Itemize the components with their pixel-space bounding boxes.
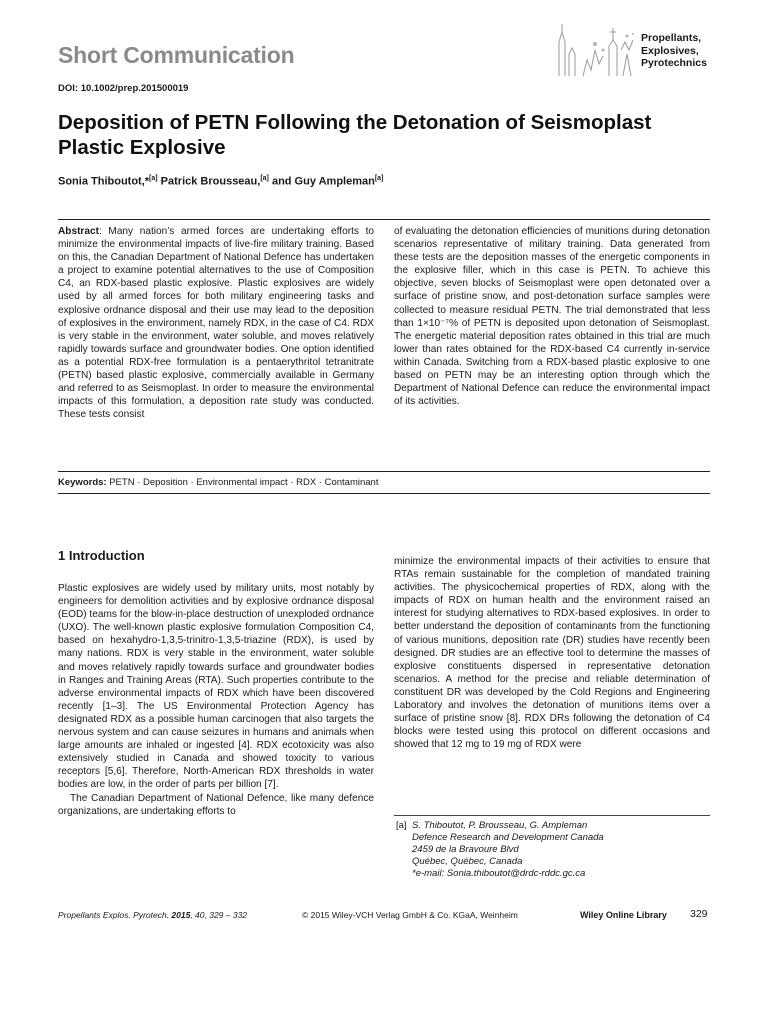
body-paragraph: minimize the environmental impacts of their activities to ensure that RTAs remain sustainable for the completion of mandated training activities. The physicochemical properties of RDX, along with the impacts of RDX on human health and the environment raised an interest for studying alternatives to RDX-based explosives. In order to better understand the deposition of contaminants from the functioning of various munitions, deposition rate (DR) studies have recently been designed. DR studies are an effective tool to determine the masses of explosive constituents dispersed in representative detonation scenarios. A method for the precise and reliable determination of constituent DR was developed by the Cold Regions and Engineering Laboratory and involves the detonation of munitions items over a surface of pristine snow [8]. RDX DRs following the detonation of C4 blocks were tested using this protocol on different occasions and showed that 12 mg to 19 mg of RDX were xyxy=(394,556,710,751)
abstract-text: : Many nation’s armed forces are undertaking efforts to minimize the environmental impacts of live-fire military training. Based on this, the Canadian Department of National Defence has undertaken a project to examine potential alternatives to the use of Composition C4, an RDX-based plastic explosive. Plastic explosives are widely used by all armed forces for both military engineering tasks and explosive ordnance disposal and their use may lead to the deposition of explosives in the environment, namely RDX, in the case of C4. RDX is very stable in the environment, water soluble, and moves relatively rapidly towards surface and groundwater bodies. One option identified as a potential RDX-free formulation is a pentaerythritol tetranitrate (PETN) based plastic explosive, commercially available in Germany and referred to as Seismoplast. In order to measure the environmental impacts of this formulation, a deposition rate study was conducted. These tests consist xyxy=(58,226,374,421)
journal-emblem-icon xyxy=(553,20,637,80)
footer-citation xyxy=(58,910,247,920)
footnote-line: Defence Research and Development Canada xyxy=(412,832,604,843)
footer-journal: Propellants Explos. Pyrotech. xyxy=(58,910,172,920)
journal-name-line: Propellants, xyxy=(641,32,702,44)
journal-logo xyxy=(553,20,713,80)
footer-year: 2015 xyxy=(171,910,191,920)
keywords-bottom-rule xyxy=(58,493,710,494)
wiley-online-library-link[interactable]: Wiley Online Library xyxy=(580,910,667,920)
introduction-right-column xyxy=(394,555,710,751)
journal-name xyxy=(641,32,707,70)
introduction-left-column xyxy=(58,582,374,818)
author-name: Patrick Brousseau, xyxy=(157,175,261,188)
keywords-text: PETN · Deposition · Environmental impact · RDX · Contaminant xyxy=(106,477,379,488)
abstract-right-column xyxy=(394,225,710,408)
section-label: Short Communication xyxy=(58,42,295,68)
affiliation-mark[interactable]: [a] xyxy=(374,175,384,182)
page-number: 329 xyxy=(690,908,708,920)
affiliation-mark[interactable]: [a] xyxy=(149,175,158,182)
abstract-text: of evaluating the detonation efficiencies of munitions during detonation scenarios representative of military training. Data generated from these tests are the deposition masses of the energetic components in the explosive filler, which in this case is PETN. To achieve this objective, seven blocks of Seismoplast were open detonated over a surface of pristine snow, and post-detonation surface samples were collected to measure residual PETN. The trial demonstrated that less than 1×10⁻⁷% of PETN is deposited upon detonation of Seismoplast. The energetic material deposition rates obtained in this trial are much lower than rates obtained for the RDX-based C4 currently in-service within Canada. Switching from a RDX-based plastic explosive to one based on PETN may be an interesting option through which the Department of National Defence can reduce the environmental impact of its activities. xyxy=(394,226,710,408)
journal-name-line: Pyrotechnics xyxy=(641,57,707,69)
corresponding-mark: * xyxy=(144,175,150,188)
section-heading-introduction: 1 Introduction xyxy=(58,548,145,563)
body-paragraph: Plastic explosives are widely used by military units, most notably by engineers for demolition activities and by explosive ordnance disposal (EOD) teams for the blow-in-place destruction of unexploded ordnance (UXO). The well-known plastic explosive formulation Composition C4, based on hexahydro-1,3,5-trinitro-1,3,5-triazine (RDX), is used by many nations. RDX is very stable in the environment, water soluble and moves relatively rapidly towards surface and groundwater bodies in Ranges and Training Areas (RTA). Such properties contribute to the adverse environmental impacts of RDX which have been discovered recently [1–3]. The US Environmental Protection Agency has designated RDX as a possible human carcinogen that also targets the nervous system and can cause seizures in humans and animals when large amounts are inhaled or ingested [4]. RDX ecotoxicity was also extensively studied in Canada and showed toxicity to various receptors [5,6]. Therefore, North-American RDX thresholds in water bodies are low, in the order of parts per billion [7]. xyxy=(58,583,374,791)
keywords-label: Keywords: xyxy=(58,477,107,488)
footnote-email[interactable]: *e-mail: Sonia.thiboutot@drdc-rddc.gc.ca xyxy=(412,868,586,879)
abstract-left-column xyxy=(58,225,374,421)
author-name: and Guy Ampleman xyxy=(268,175,375,188)
keywords-top-rule xyxy=(58,471,710,472)
journal-name-line: Explosives, xyxy=(641,44,699,57)
abstract-top-rule xyxy=(58,219,710,220)
paper-title: Deposition of PETN Following the Detonation of Seismoplast Plastic Explosive xyxy=(58,111,652,159)
footnote-rule xyxy=(394,815,710,816)
body-paragraph: The Canadian Department of National Defence, like many defence organizations, are undertaking efforts to xyxy=(58,792,374,817)
footnote-line: S. Thiboutot, P. Brousseau, G. Ampleman xyxy=(412,820,588,831)
affiliation-footnote xyxy=(394,820,710,880)
author-name: Sonia Thiboutot, xyxy=(58,175,145,188)
affiliation-mark[interactable]: [a] xyxy=(260,175,269,182)
author-list xyxy=(58,175,383,188)
keywords xyxy=(58,477,378,488)
footer-copyright: © 2015 Wiley-VCH Verlag GmbH & Co. KGaA, Weinheim xyxy=(302,910,518,920)
footer-volume-pages: , 40, 329 – 332 xyxy=(190,910,248,920)
footnote-line: 2459 de la Bravoure Blvd xyxy=(412,844,519,855)
abstract-label: Abstract xyxy=(58,226,99,237)
footnote-mark: [a] xyxy=(396,820,407,831)
doi[interactable]: DOI: 10.1002/prep.201500019 xyxy=(58,83,189,94)
footnote-line: Québec, Québec, Canada xyxy=(412,856,523,867)
